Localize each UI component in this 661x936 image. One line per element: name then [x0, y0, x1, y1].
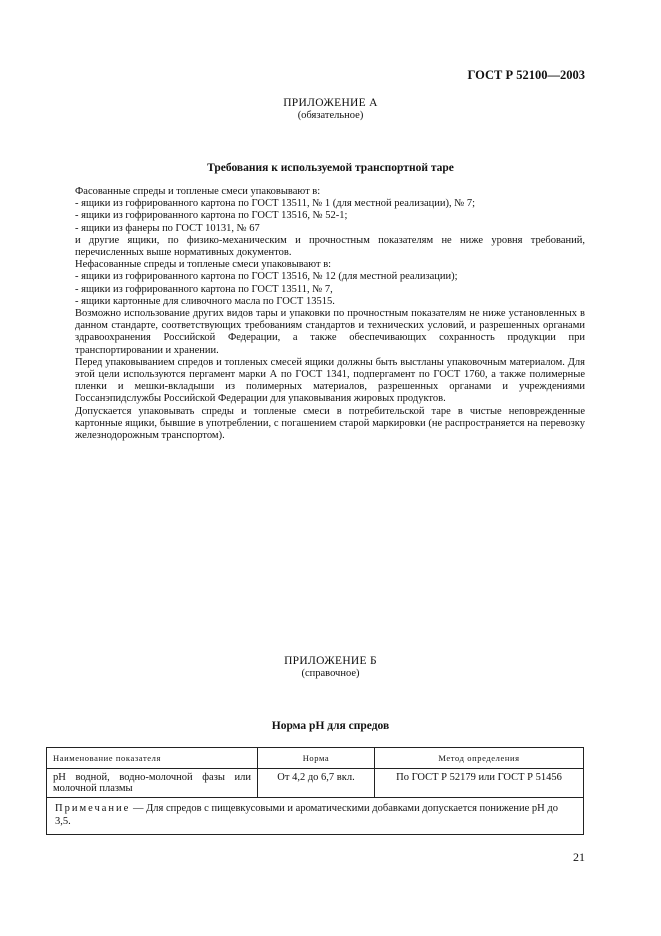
- body-paragraph: - ящики из гофрированного картона по ГОСТ 13516, № 52-1;: [75, 210, 348, 222]
- appendix-a-body: [75, 186, 585, 442]
- document-header: ГОСТ Р 52100—2003: [467, 68, 585, 82]
- appendix-a-title: ПРИЛОЖЕНИЕ А: [283, 97, 378, 109]
- body-paragraph: - ящики из фанеры по ГОСТ 10131, № 67: [75, 222, 260, 234]
- table-cell: рН водной, водно-молочной фазы или молочной плазмы: [47, 769, 258, 798]
- table-cell: От 4,2 до 6,7 вкл.: [258, 769, 375, 798]
- page-number: 21: [573, 850, 585, 864]
- table-row: [47, 769, 584, 798]
- body-paragraph: и другие ящики, по физико-механическим и прочностным показателям не ниже уровня требований, перечисленных выше нормативных документов.: [75, 234, 585, 259]
- table-header-cell: Метод определения: [375, 748, 584, 769]
- table-cell: По ГОСТ Р 52179 или ГОСТ Р 51456: [375, 769, 584, 798]
- body-paragraph: Нефасованные спреды и топленые смеси упаковывают в:: [75, 259, 332, 271]
- body-paragraph: - ящики из гофрированного картона по ГОСТ 13511, № 7,: [75, 283, 333, 295]
- body-paragraph: Допускается упаковывать спреды и топленые смеси в потребительской таре в чистые неповрежденные картонные ящики, бывшие в употреблении, с погашением старой маркировки (не распространяется на перевозку железнодорожным транспортом).: [75, 405, 585, 442]
- note-label: Примечание: [55, 803, 131, 814]
- appendix-a-subtitle: (обязательное): [297, 110, 364, 121]
- appendix-a-heading: Требования к используемой транспортной таре: [207, 162, 454, 174]
- body-paragraph: Фасованные спреды и топленые смеси упаковывают в:: [75, 186, 321, 197]
- body-paragraph: - ящики из гофрированного картона по ГОСТ 13516, № 12 (для местной реализации);: [75, 271, 458, 283]
- table-note: [47, 798, 584, 835]
- body-paragraph: - ящики картонные для сливочного масла по ГОСТ 13515.: [75, 295, 335, 307]
- table-header-row: [47, 748, 584, 769]
- table-header-cell: Норма: [258, 748, 375, 769]
- table-header-cell: Наименование показателя: [47, 748, 258, 769]
- note-text: — Для спредов с пищевкусовыми и ароматическими добавками допускается понижение рН до 3,5.: [55, 803, 558, 827]
- body-paragraph: Перед упаковыванием спредов и топленых смесей ящики должны быть выстланы упаковочным материалом. Для этой цели используются пергамент марки А по ГОСТ 1341, подпергамент по ГОСТ 1760, а также полимерные пленки и мешки-вкладыши из полимерных материалов, разрешенных органами и учреждениями Госсанэпидслужбы Российской Федерации для упаковывания жировых продуктов.: [75, 356, 585, 405]
- appendix-b-title: ПРИЛОЖЕНИЕ Б: [284, 655, 377, 667]
- body-paragraph: Возможно использование других видов тары и упаковки по прочностным показателям не ниже установленных в данном стандарте, соответствующих требованиям стандартов и технических условий, и разрешенных органами здравоохранения Российской Федерации, а также обеспечивающих сохранность продукции при транспортировании и хранении.: [75, 308, 585, 356]
- table-note-row: [47, 798, 584, 835]
- appendix-b-subtitle: (справочное): [301, 668, 360, 679]
- ph-norm-table: [46, 747, 584, 835]
- appendix-b-heading: Норма рН для спредов: [271, 720, 390, 732]
- body-paragraph: - ящики из гофрированного картона по ГОСТ 13511, № 1 (для местной реализации), № 7;: [75, 198, 476, 210]
